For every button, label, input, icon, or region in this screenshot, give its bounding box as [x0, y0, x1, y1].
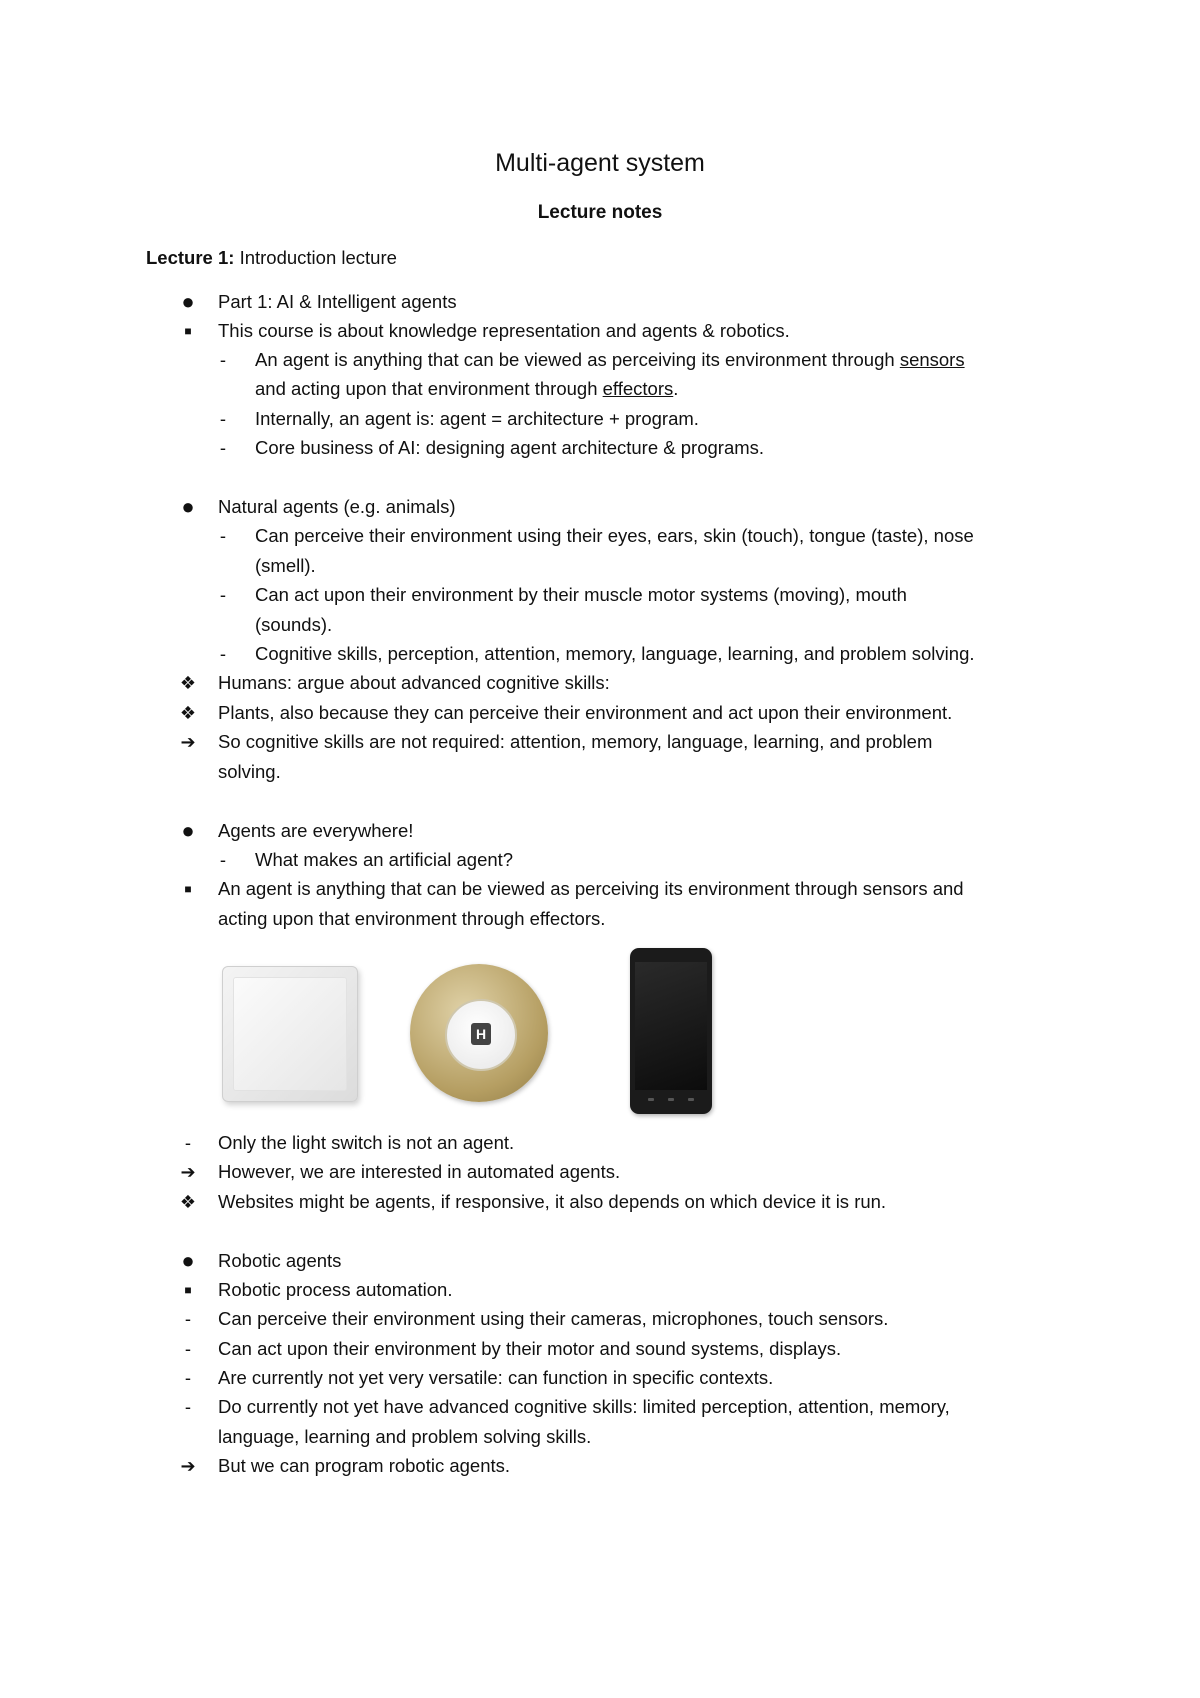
list-item: Do currently not yet have advanced cognitive skills: limited perception, attention, memory, [218, 1396, 950, 1417]
arrow-right-icon: ➔ [180, 732, 196, 752]
list-item: Only the light switch is not an agent. [218, 1132, 515, 1153]
list-item-continuation [255, 376, 678, 402]
list-item-continuation: solving. [218, 761, 281, 782]
text-run: . [673, 378, 679, 399]
sensors-term: sensors [899, 349, 965, 370]
light-switch-image [222, 966, 358, 1102]
document-title: Multi-agent system [495, 149, 705, 177]
list-item: Part 1: AI & Intelligent agents [218, 291, 457, 312]
bullet-diamond-icon: ❖ [179, 673, 197, 693]
list-item: But we can program robotic agents. [218, 1455, 511, 1476]
thermostat-logo: H [471, 1023, 491, 1045]
list-item: Humans: argue about advanced cognitive skills: [218, 672, 610, 693]
list-item: An agent is anything that can be viewed as perceiving its environment through sensors and [218, 878, 964, 899]
bullet-dot-icon: ● [181, 818, 195, 843]
bullet-dot-icon: ● [181, 1248, 195, 1273]
lecture-text: Introduction lecture [239, 247, 397, 268]
bullet-dash-icon: - [219, 408, 227, 429]
list-item: Robotic process automation. [218, 1279, 453, 1300]
bullet-dash-icon: - [219, 643, 227, 664]
lecture-heading [146, 245, 397, 271]
bullet-dash-icon: - [219, 349, 227, 370]
list-item: What makes an artificial agent? [255, 849, 514, 870]
bullet-dash-icon: - [184, 1308, 192, 1329]
list-item-continuation: language, learning and problem solving skills. [218, 1426, 592, 1447]
list-item: Plants, also because they can perceive their environment and act upon their environment. [218, 702, 953, 723]
phone-buttons [648, 1098, 694, 1102]
list-item: Internally, an agent is: agent = architecture + program. [255, 408, 699, 429]
lecture-label: Lecture 1: [146, 247, 235, 268]
bullet-dash-icon: - [219, 437, 227, 458]
bullet-dash-icon: - [184, 1132, 192, 1153]
bullet-square-icon: ■ [184, 882, 192, 896]
arrow-right-icon: ➔ [180, 1162, 196, 1182]
list-item: Natural agents (e.g. animals) [218, 496, 456, 517]
bullet-dash-icon: - [219, 849, 227, 870]
arrow-right-icon: ➔ [180, 1456, 196, 1476]
bullet-diamond-icon: ❖ [179, 1192, 197, 1212]
list-item: Can act upon their environment by their motor and sound systems, displays. [218, 1338, 842, 1359]
bullet-diamond-icon: ❖ [179, 703, 197, 723]
list-item-continuation: (smell). [255, 555, 316, 576]
list-item [255, 347, 965, 373]
bullet-dot-icon: ● [181, 289, 195, 314]
bullet-dash-icon: - [184, 1367, 192, 1388]
smartphone-image [630, 948, 712, 1114]
list-item: Can perceive their environment using their eyes, ears, skin (touch), tongue (taste), nose [255, 525, 974, 546]
phone-screen [635, 962, 707, 1090]
thermostat-image [410, 964, 548, 1102]
switch-plate [233, 977, 347, 1091]
list-item-continuation: (sounds). [255, 614, 333, 635]
bullet-dash-icon: - [184, 1396, 192, 1417]
bullet-dash-icon: - [184, 1338, 192, 1359]
list-item: However, we are interested in automated agents. [218, 1161, 621, 1182]
bullet-dash-icon: - [219, 525, 227, 546]
bullet-square-icon: ■ [184, 1283, 192, 1297]
list-item: Robotic agents [218, 1250, 342, 1271]
list-item: Are currently not yet very versatile: can function in specific contexts. [218, 1367, 774, 1388]
list-item: Websites might be agents, if responsive, it also depends on which device it is run. [218, 1191, 887, 1212]
text-run: An agent is anything that can be viewed as perceiving its environment through [255, 349, 900, 370]
list-item: Agents are everywhere! [218, 820, 414, 841]
document-subtitle: Lecture notes [537, 202, 663, 223]
list-item-continuation: acting upon that environment through effectors. [218, 908, 606, 929]
list-item: Can act upon their environment by their muscle motor systems (moving), mouth [255, 584, 907, 605]
list-item: Core business of AI: designing agent architecture & programs. [255, 437, 765, 458]
list-item: This course is about knowledge representation and agents & robotics. [218, 320, 790, 341]
thermostat-dial [445, 999, 517, 1071]
list-item: Can perceive their environment using their cameras, microphones, touch sensors. [218, 1308, 889, 1329]
effectors-term: effectors [602, 378, 674, 399]
list-item: So cognitive skills are not required: attention, memory, language, learning, and problem [218, 731, 933, 752]
bullet-dot-icon: ● [181, 494, 195, 519]
text-run: and acting upon that environment through [255, 378, 603, 399]
bullet-dash-icon: - [219, 584, 227, 605]
bullet-square-icon: ■ [184, 324, 192, 338]
list-item: Cognitive skills, perception, attention, memory, language, learning, and problem solving. [255, 643, 975, 664]
